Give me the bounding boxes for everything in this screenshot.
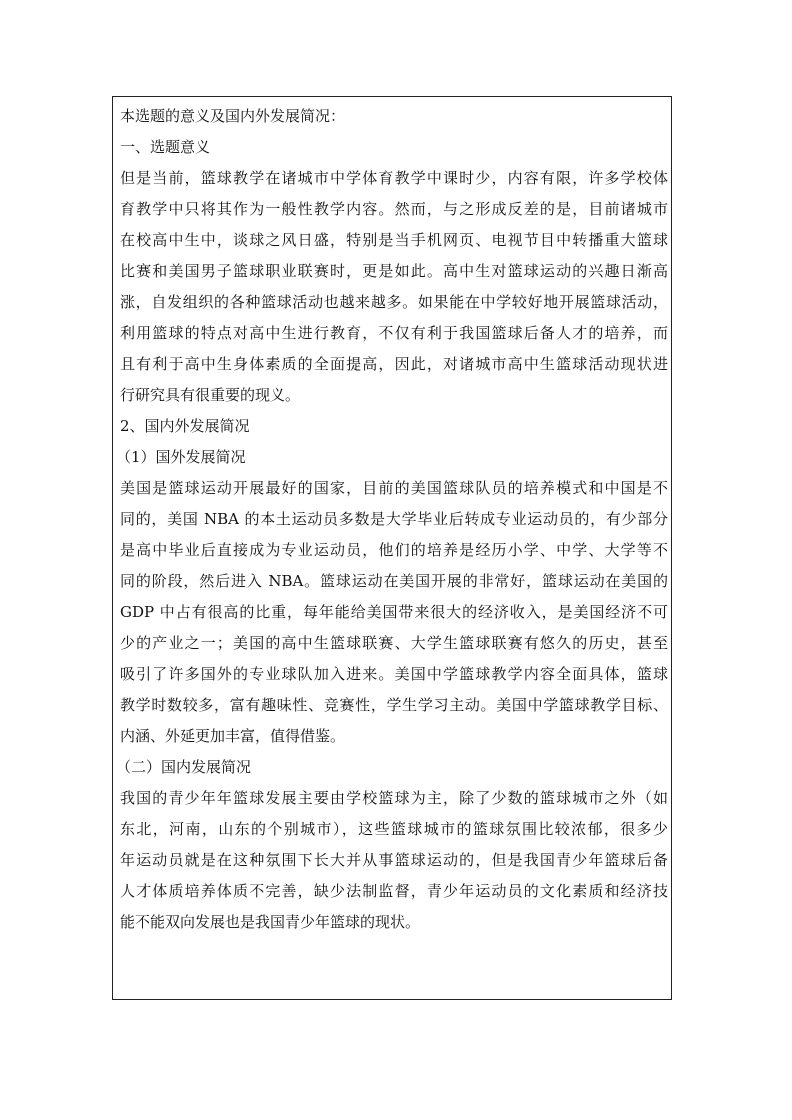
text-line: 同的阶段，然后进入 NBA。篮球运动在美国开展的非常好，篮球运动在美国的 xyxy=(120,572,668,590)
text-line: 美国是篮球运动开展最好的国家，目前的美国篮球队员的培养模式和中国是不 xyxy=(120,479,668,497)
text-line: 东北，河南，山东的个别城市），这些篮球城市的篮球氛围比较浓郁，很多少 xyxy=(120,820,668,838)
text-line: 吸引了许多国外的专业球队加入进来。美国中学篮球教学内容全面具体，篮球 xyxy=(120,665,668,683)
text-line: 涨，自发组织的各种篮球活动也越来越多。如果能在中学较好地开展篮球活动， xyxy=(120,293,668,311)
text-line: 年运动员就是在这种氛围下长大并从事篮球运动的，但是我国青少年篮球后备 xyxy=(120,851,668,869)
text-line: 内涵、外延更加丰富，值得借鉴。 xyxy=(120,727,346,745)
text-line: GDP 中占有很高的比重，每年能给美国带来很大的经济收入，是美国经济不可 xyxy=(120,603,668,621)
text-line: 教学时数较多，富有趣味性、竞赛性，学生学习主动。美国中学篮球教学目标、 xyxy=(120,696,668,714)
text-line: 在校高中生中，谈球之风日盛，特别是当手机网页、电视节目中转播重大篮球 xyxy=(120,231,668,249)
document-body xyxy=(116,101,668,938)
text-line: 但是当前，篮球教学在诸城市中学体育教学中课时少，内容有限，许多学校体 xyxy=(120,169,668,187)
text-line: 能不能双向发展也是我国青少年篮球的现状。 xyxy=(120,913,421,931)
section-heading: 本选题的意义及国内外发展简况： xyxy=(120,107,346,125)
document-table-cell xyxy=(112,96,672,1000)
text-line: 一、选题意义 xyxy=(120,138,211,156)
text-line: 2、国内外发展简况 xyxy=(120,417,250,435)
text-line: （1）国外发展简况 xyxy=(116,448,246,466)
text-line: 比赛和美国男子篮球职业联赛时，更是如此。高中生对篮球运动的兴趣日渐高 xyxy=(120,262,668,280)
text-line: 利用篮球的特点对高中生进行教育，不仅有利于我国篮球后备人才的培养，而 xyxy=(120,324,668,342)
text-line: 行研究具有很重要的现义。 xyxy=(120,386,301,404)
text-line: 是高中毕业后直接成为专业运动员，他们的培养是经历小学、中学、大学等不 xyxy=(120,541,668,559)
text-line: 同的，美国 NBA 的本土运动员多数是大学毕业后转成专业运动员的，有少部分 xyxy=(120,510,668,528)
text-line: 育教学中只将其作为一般性教学内容。然而，与之形成反差的是，目前诸城市 xyxy=(120,200,668,218)
text-line: 我国的青少年年篮球发展主要由学校篮球为主，除了少数的篮球城市之外（如 xyxy=(120,789,668,807)
text-line: 且有利于高中生身体素质的全面提高，因此，对诸城市高中生篮球活动现状进 xyxy=(120,355,668,373)
text-line: 人才体质培养体质不完善，缺少法制监督，青少年运动员的文化素质和经济技 xyxy=(120,882,668,900)
text-line: （二）国内发展简况 xyxy=(116,758,252,776)
text-line: 少的产业之一；美国的高中生篮球联赛、大学生篮球联赛有悠久的历史，甚至 xyxy=(120,634,668,652)
